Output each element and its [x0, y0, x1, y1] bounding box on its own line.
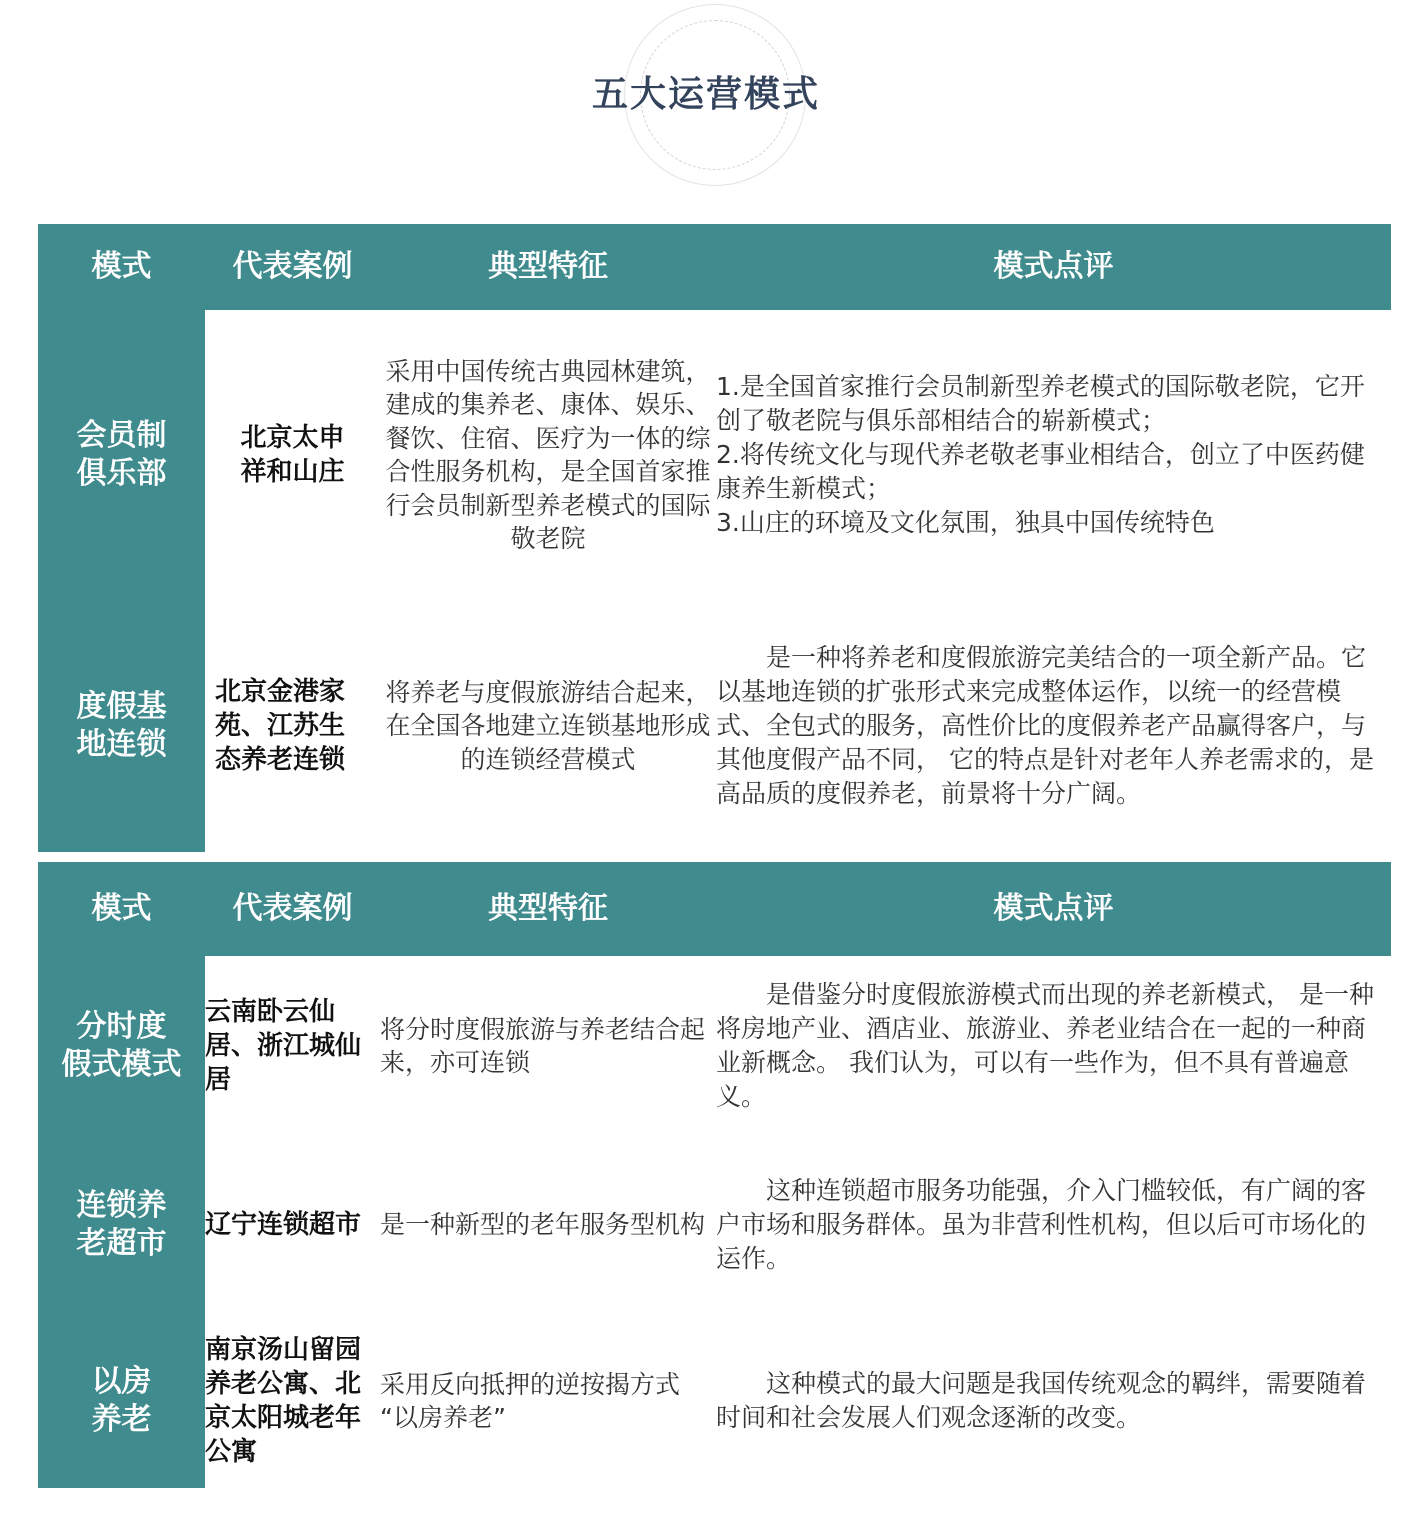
row-case-text: 北京太申 祥和山庄: [240, 423, 345, 487]
header-mode: 模式: [91, 249, 152, 284]
header-feature: 典型特征: [488, 891, 608, 926]
table-row: [38, 956, 1391, 1136]
header-comment: 模式点评: [993, 249, 1114, 284]
row-case: [205, 1314, 380, 1488]
row-mode: 会员制 俱乐部: [76, 418, 167, 491]
row-feature: 是一种新型的老年服务型机构: [380, 1210, 706, 1240]
table-row: [38, 600, 1391, 852]
row-case: [205, 956, 380, 1136]
row-case: [205, 310, 380, 600]
row-feature: 采用反向抵押的逆按揭方式 “以房养老”: [380, 1369, 681, 1432]
table-row: [38, 310, 1391, 600]
row-comment-text: 1.是全国首家推行会员制新型养老模式的国际敬老院，它开创了敬老院与俱乐部相结合的崭新模式； 2.将传统文化与现代养老敬老事业相结合，创立了中医药健康养生新模式； 3.山庄的环境及文化氛围，独具中国传统特色: [716, 372, 1365, 537]
row-case-text: 北京金港家苑、江苏生态养老连锁: [215, 677, 346, 775]
row-case: [205, 1136, 380, 1314]
header-case: 代表案例: [232, 249, 353, 284]
row-case-text: 南京汤山留园养老公寓、北京太阳城老年公寓: [205, 1335, 362, 1467]
row-mode: 以房 养老: [91, 1364, 152, 1437]
row-case: [205, 600, 380, 852]
row-comment: [716, 310, 1388, 600]
header-comment: 模式点评: [993, 891, 1114, 926]
title-area: [0, 0, 1412, 200]
header-feature: 典型特征: [488, 249, 608, 284]
header-case: 代表案例: [232, 891, 353, 926]
row-feature: 将养老与度假旅游结合起来，在全国各地建立连锁基地形成的连锁经营模式: [385, 677, 711, 774]
row-comment: [716, 956, 1388, 1136]
row-comment-text: 这种模式的最大问题是我国传统观念的羁绊，需要随着时间和社会发展人们观念逐渐的改变。: [716, 1369, 1367, 1432]
row-feature: 采用中国传统古典园林建筑，建成的集养老、康体、娱乐、餐饮、住宿、医疗为一体的综合性服务机构，是全国首家推行会员制新型养老模式的国际敬老院: [385, 356, 711, 553]
header-mode: 模式: [91, 891, 152, 926]
table-panel-2: [38, 862, 1391, 1488]
page-title: 五大运营模式: [591, 74, 820, 115]
row-feature: 将分时度假旅游与养老结合起来，亦可连锁: [380, 1014, 706, 1077]
row-comment: [716, 1136, 1388, 1314]
table-row: [38, 1136, 1391, 1314]
table-panel-1: [38, 224, 1391, 852]
row-case-text: 辽宁连锁超市: [205, 1210, 362, 1240]
row-mode: 度假基 地连锁: [76, 689, 167, 762]
row-comment-text: 是借鉴分时度假旅游模式而出现的养老新模式， 是一种将房地产业、酒店业、旅游业、养老业结合在一起的一种商业新概念。 我们认为，可以有一些作为，但不具有普遍意义。: [716, 980, 1374, 1111]
row-comment-text: 是一种将养老和度假旅游完美结合的一项全新产品。它以基地连锁的扩张形式来完成整体运作，以统一的经营模式、全包式的服务，高性价比的度假养老产品赢得客户，与其他度假产品不同， 它的特点是针对老年人养老需求的，是高品质的度假养老，前景将十分广阔。: [716, 643, 1374, 808]
row-mode: 分时度 假式模式: [61, 1009, 182, 1082]
row-comment: [716, 1314, 1388, 1488]
row-comment-text: 这种连锁超市服务功能强，介入门槛较低，有广阔的客户市场和服务群体。虽为非营利性机构，但以后可市场化的运作。: [716, 1176, 1367, 1273]
row-case-text: 云南卧云仙居、浙江城仙居: [205, 997, 362, 1095]
row-comment: [716, 600, 1388, 852]
table-row: [38, 1314, 1391, 1488]
row-mode: 连锁养 老超市: [76, 1188, 167, 1261]
